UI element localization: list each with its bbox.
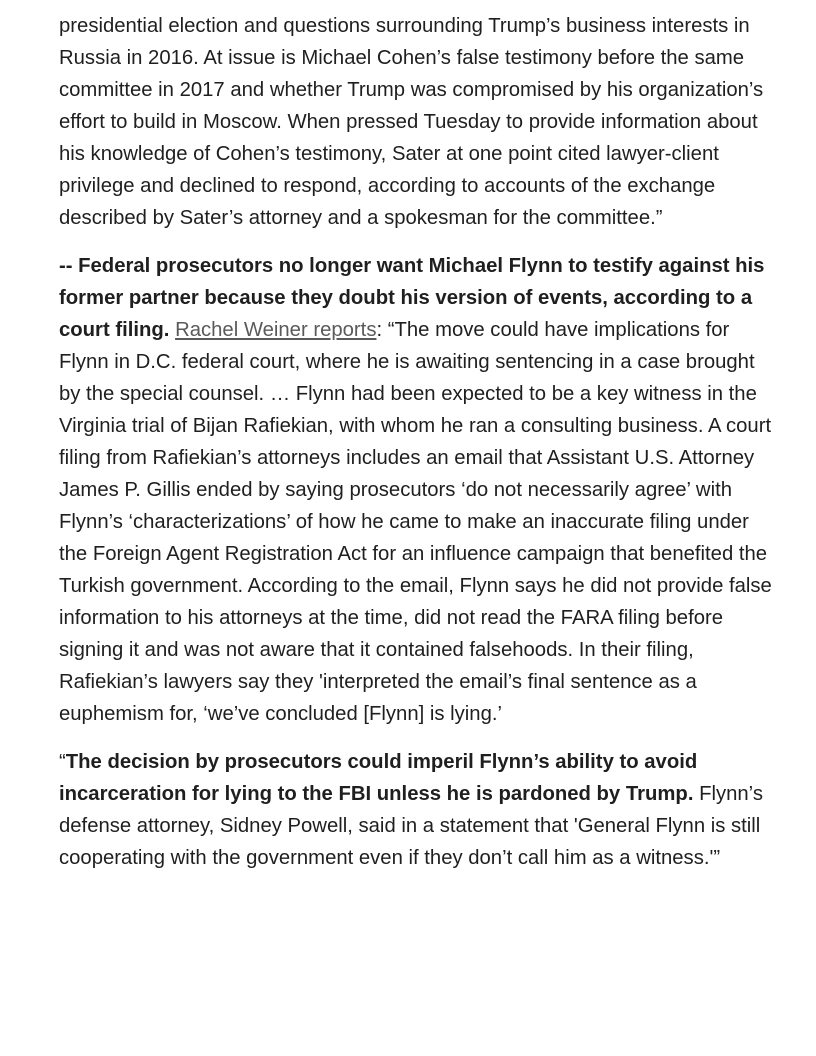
paragraph-text: presidential election and questions surrounding Trump’s business interests in Russia in 2016. At issue is Michael Cohen’s false testimony before the same committee in 2017 and whether Trump was compromised by his organization’s effort to build in Moscow. When pressed Tuesday to provide information about his knowledge of Cohen’s testimony, Sater at one point cited lawyer-client privilege and declined to respond, according to accounts of the exchange described by Sater’s attorney and a spokesman for the committee.” <box>59 15 764 229</box>
paragraph-headline: -- Federal prosecutors no longer want Michael Flynn to testify against his former partner because they doubt his version of events, according to a court filing. <box>59 255 765 341</box>
paragraph-prosecutors-decision <box>59 746 774 874</box>
paragraph-text: Flynn’s defense attorney, Sidney Powell, said in a statement that 'General Flynn is still cooperating with the government even if they don’t call him as a witness.'” <box>59 783 763 869</box>
author-link-rachel-weiner[interactable]: Rachel Weiner reports <box>175 319 377 341</box>
paragraph-flynn-testify <box>59 250 774 730</box>
paragraph-text: : “The move could have implications for Flynn in D.C. federal court, where he is awaiting sentencing in a case brought by the special counsel. … Flynn had been expected to be a key witness in the Virginia trial of Bijan Rafiekian, with whom he ran a consulting business. A court filing from Rafiekian’s attorneys includes an email that Assistant U.S. Attorney James P. Gillis ended by saying prosecutors ‘do not necessarily agree’ with Flynn’s ‘characterizations’ of how he came to make an inaccurate filing under the Foreign Agent Registration Act for an influence campaign that benefited the Turkish government. According to the email, Flynn says he did not provide false information to his attorneys at the time, did not read the FARA filing before signing it and was not aware that it contained falsehoods. In their filing, Rafiekian’s lawyers say they 'interpreted the email’s final sentence as a euphemism for, ‘we’ve concluded [Flynn] is lying.’ <box>59 319 772 725</box>
open-quote: “ <box>59 751 66 773</box>
article-body <box>59 10 774 890</box>
paragraph-headline: The decision by prosecutors could imperil Flynn’s ability to avoid incarceration for lying to the FBI unless he is pardoned by Trump. <box>59 751 698 805</box>
paragraph-sater-testimony <box>59 10 774 234</box>
